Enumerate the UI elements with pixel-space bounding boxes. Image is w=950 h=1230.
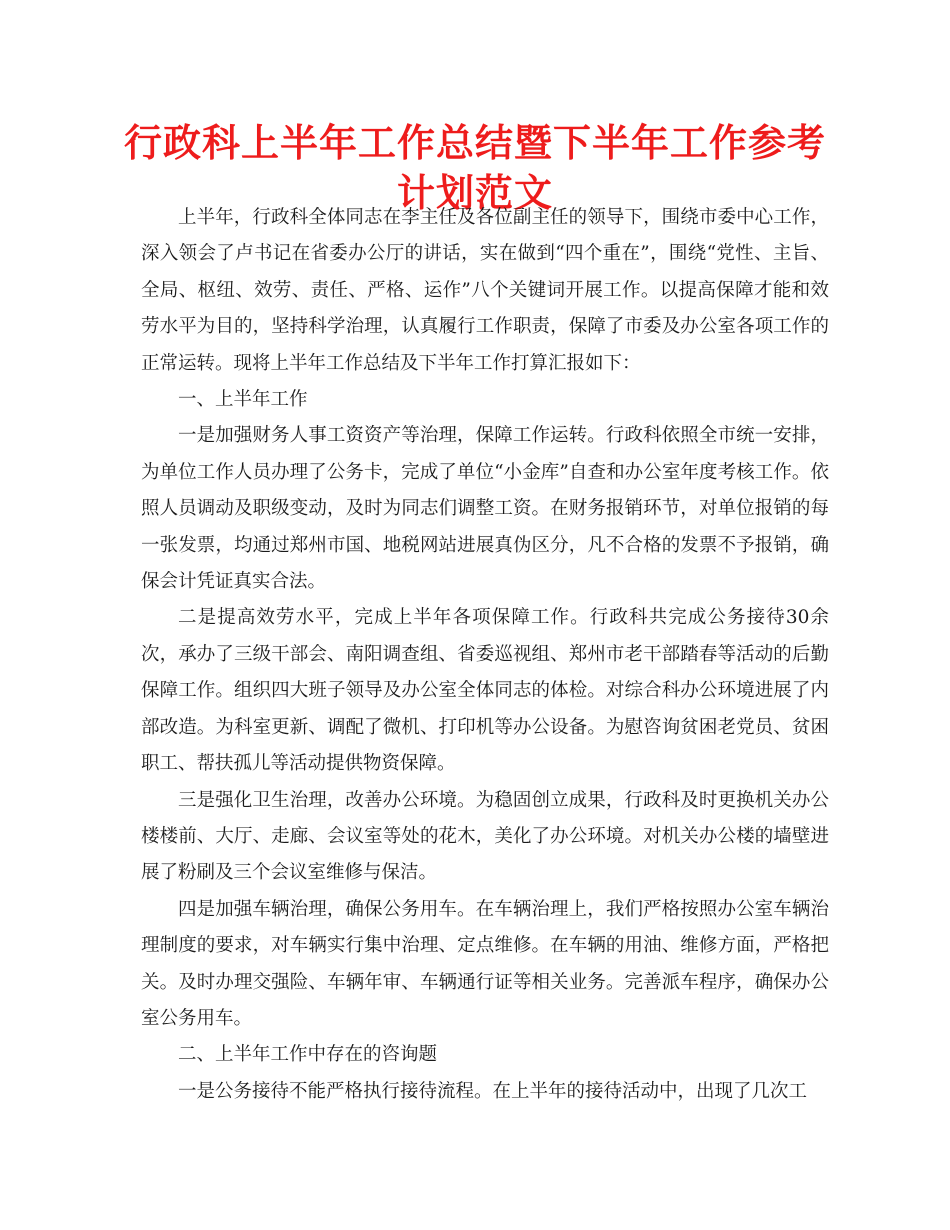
section-heading-problems: 二、上半年工作中存在的咨询题: [178, 1044, 438, 1066]
document-title: 行政科上半年工作总结暨下半年工作参考计划范文: [123, 121, 826, 215]
paragraph-hygiene-management: 三是强化卫生治理，改善办公环境。为稳固创立成果，行政科及时更换机关办公楼楼前、大厅、走廊、会议室等处的花木，美化了办公环境。对机关办公楼的墙壁进展了粉刷及三个会议室维修与保洁。: [141, 789, 829, 884]
paragraph-reception-issue: 一是公务接待不能严格执行接待流程。在上半年的接待活动中，出现了几次工: [178, 1080, 808, 1102]
paragraph-service-support: 二是提高效劳水平，完成上半年各项保障工作。行政科共完成公务接待30余次，承办了三级干部会、南阳调查组、省委巡视组、郑州市老干部踏春等活动的后勤保障工作。组织四大班子领导及办公室全体同志的体检。对综合科办公环境进展了内部改造。为科室更新、调配了微机、打印机等办公设备。为慰咨询贫困老党员、贫困职工、帮扶孤儿等活动提供物资保障。: [141, 607, 829, 775]
paragraph-vehicle-management: 四是加强车辆治理，确保公务用车。在车辆治理上，我们严格按照办公室车辆治理制度的要求，对车辆实行集中治理、定点维修。在车辆的用油、维修方面，严格把关。及时办理交强险、车辆年审、车辆通行证等相关业务。完善派车程序，确保办公室公务用车。: [141, 898, 829, 1029]
section-heading-first-half-work: 一、上半年工作: [178, 389, 308, 411]
document-body: [141, 200, 829, 1110]
paragraph-finance-management: 一是加强财务人事工资资产等治理，保障工作运转。行政科依照全市统一安排，为单位工作人员办理了公务卡，完成了单位“小金库”自查和办公室年度考核工作。依照人员调动及职级变动，及时为同志们调整工资。在财务报销环节，对单位报销的每一张发票，均通过郑州市国、地税网站进展真伪区分，凡不合格的发票不予报销，确保会计凭证真实合法。: [141, 425, 829, 593]
paragraph-intro: 上半年，行政科全体同志在李主任及各位副主任的领导下，围绕市委中心工作，深入领会了卢书记在省委办公厅的讲话，实在做到“四个重在”，围绕“党性、主旨、全局、枢纽、效劳、责任、严格、运作”八个关键词开展工作。以提高保障才能和效劳水平为目的，坚持科学治理，认真履行工作职责，保障了市委及办公室各项工作的正常运转。现将上半年工作总结及下半年工作打算汇报如下：: [141, 207, 829, 374]
